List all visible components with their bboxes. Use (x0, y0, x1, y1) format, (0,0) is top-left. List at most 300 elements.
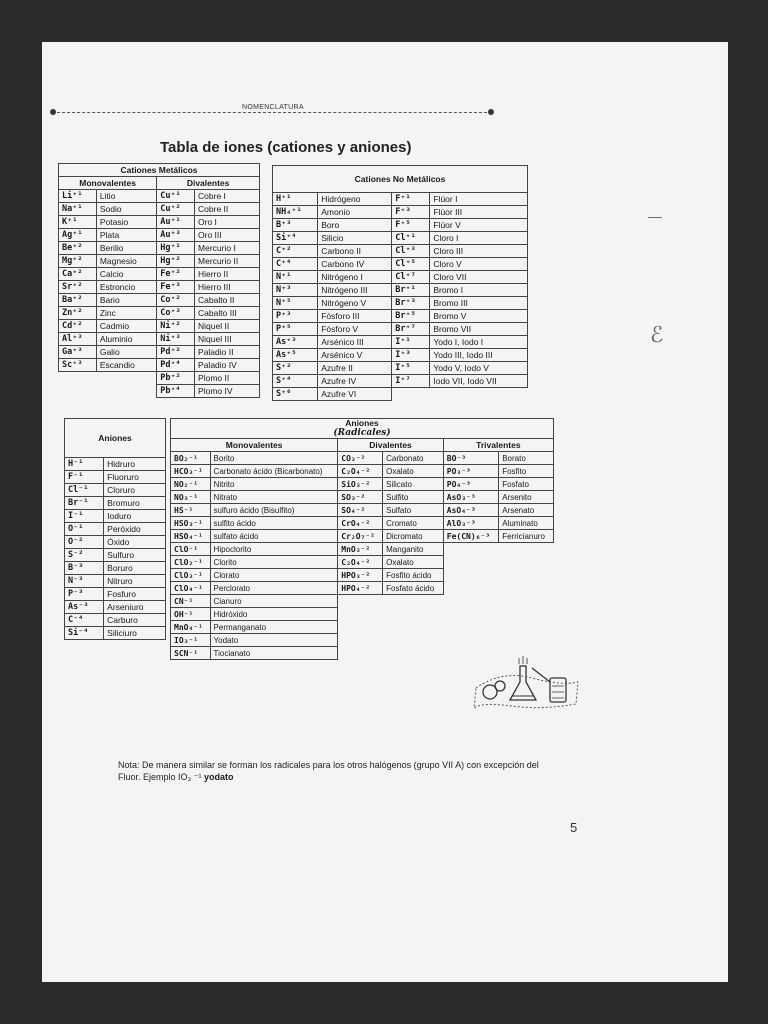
table-row (273, 206, 528, 219)
ion-name: Yodato (210, 634, 338, 647)
ion-name: Fosfato ácido (383, 582, 444, 595)
ion-name (383, 621, 444, 634)
table-row (65, 458, 166, 471)
ion-symbol: Au⁺¹ (157, 216, 195, 229)
ion-name: Fosfuro (104, 588, 166, 601)
ion-symbol: IO₃⁻¹ (171, 634, 211, 647)
ion-name: Yodo III, Iodo III (430, 349, 528, 362)
table-row (273, 297, 528, 310)
ion-symbol: Au⁺³ (157, 229, 195, 242)
table-row (65, 601, 166, 614)
ion-name: Ioduro (104, 510, 166, 523)
ion-symbol: Al⁺³ (59, 333, 97, 346)
ion-name: Boruro (104, 562, 166, 575)
ion-symbol: Br⁺⁵ (392, 310, 430, 323)
ion-name: Cloro I (430, 232, 528, 245)
ion-name: Peróxido (104, 523, 166, 536)
ion-symbol: S⁺⁶ (273, 388, 318, 401)
ion-symbol: NO₂⁻¹ (171, 478, 211, 491)
ion-name: Nitruro (104, 575, 166, 588)
ion-symbol: Cu⁺² (157, 203, 195, 216)
table-row (171, 608, 554, 621)
ion-symbol: Sc⁺³ (59, 359, 97, 372)
ion-name: Aluminio (96, 333, 156, 346)
ion-symbol: HPO₄⁻² (338, 582, 383, 595)
ion-name: Oxalato (383, 556, 444, 569)
ion-symbol: N⁺⁵ (273, 297, 318, 310)
ion-name: Potasio (96, 216, 156, 229)
ion-name: Yodo I, Iodo I (430, 336, 528, 349)
ion-name: Hidruro (104, 458, 166, 471)
ion-name: Nitrato (210, 491, 338, 504)
ion-symbol: Ba⁺² (59, 294, 97, 307)
footnote (118, 759, 558, 783)
ion-name: Fosfato (499, 478, 554, 491)
table-row (59, 203, 260, 216)
table-row (59, 307, 260, 320)
ion-name: Nitrito (210, 478, 338, 491)
ion-symbol: Fe⁺² (157, 268, 195, 281)
ion-symbol: SO₄⁻² (338, 504, 383, 517)
table-row (65, 627, 166, 640)
table-row (273, 310, 528, 323)
ion-symbol (338, 608, 383, 621)
ion-symbol: Na⁺¹ (59, 203, 97, 216)
table-row (65, 562, 166, 575)
ion-symbol: PO₄⁻³ (443, 478, 498, 491)
ion-name: Bromo V (430, 310, 528, 323)
ion-name: Fósforo III (318, 310, 392, 323)
ion-name: Cloro VII (430, 271, 528, 284)
ion-symbol: PO₃⁻³ (443, 465, 498, 478)
table-row (59, 281, 260, 294)
table-title: Cationes Metálicos (59, 164, 260, 177)
ion-symbol: N⁻³ (65, 575, 104, 588)
ion-symbol: I⁺¹ (392, 336, 430, 349)
ion-symbol: F⁺¹ (392, 193, 430, 206)
ion-symbol: HSO₃⁻¹ (171, 517, 211, 530)
table-title (171, 419, 554, 439)
ion-symbol: Fe⁺³ (157, 281, 195, 294)
ion-symbol: Ga⁺³ (59, 346, 97, 359)
table-cationes-metalicos (58, 163, 260, 398)
ion-symbol: As⁺³ (273, 336, 318, 349)
table-subtitle-handwritten: (Radicales) (333, 428, 391, 438)
ion-name: Cromato (383, 517, 444, 530)
ion-name: Hierro II (195, 268, 260, 281)
ion-name: Oro I (195, 216, 260, 229)
ion-name: Paladio II (195, 346, 260, 359)
ion-symbol: SO₃⁻² (338, 491, 383, 504)
table-row (171, 452, 554, 465)
footnote-bold: yodato (203, 772, 234, 782)
ion-symbol: BO₂⁻¹ (171, 452, 211, 465)
ion-name (96, 385, 156, 398)
ion-name: Hidróxido (210, 608, 338, 621)
ion-name: Flúor I (430, 193, 528, 206)
ion-name (383, 634, 444, 647)
ion-symbol: P⁻³ (65, 588, 104, 601)
table-row (59, 346, 260, 359)
table-row (273, 258, 528, 271)
ion-symbol (59, 372, 97, 385)
table-row (171, 543, 554, 556)
table-row (65, 484, 166, 497)
table-row (273, 375, 528, 388)
header-divider (52, 112, 492, 113)
ion-symbol: Sr⁺² (59, 281, 97, 294)
ion-symbol: Ca⁺² (59, 268, 97, 281)
ion-symbol: SiO₃⁻² (338, 478, 383, 491)
table-title-text: Aniones (345, 418, 379, 428)
ion-name (499, 582, 554, 595)
ion-symbol: Br⁺³ (392, 297, 430, 310)
ion-symbol (338, 595, 383, 608)
ion-symbol: Be⁺² (59, 242, 97, 255)
ion-name: Sulfito (383, 491, 444, 504)
ion-name: Plata (96, 229, 156, 242)
table-row (171, 504, 554, 517)
ion-name: Borato (499, 452, 554, 465)
ion-name: Permanganato (210, 621, 338, 634)
ion-name (499, 543, 554, 556)
ion-name: Perclorato (210, 582, 338, 595)
ion-symbol: Br⁺¹ (392, 284, 430, 297)
ion-name (499, 621, 554, 634)
ion-symbol: C⁺² (273, 245, 318, 258)
table-row (273, 284, 528, 297)
ion-symbol: I⁺³ (392, 349, 430, 362)
ion-symbol: Br⁺⁷ (392, 323, 430, 336)
ion-name: Sodio (96, 203, 156, 216)
ion-name: Arsenito (499, 491, 554, 504)
ion-name: Bromo VII (430, 323, 528, 336)
ion-symbol: Ag⁺¹ (59, 229, 97, 242)
ion-symbol: S⁻² (65, 549, 104, 562)
table-row (273, 232, 528, 245)
ion-symbol (443, 608, 498, 621)
table-row (65, 471, 166, 484)
ion-symbol: Co⁺³ (157, 307, 195, 320)
table-row (65, 588, 166, 601)
ion-symbol: Br⁻¹ (65, 497, 104, 510)
ion-name: Carbono IV (318, 258, 392, 271)
ion-name: Oxalato (383, 465, 444, 478)
ion-symbol: Hg⁺² (157, 255, 195, 268)
ion-name: Carbono II (318, 245, 392, 258)
table-row (65, 536, 166, 549)
table-row (59, 268, 260, 281)
ion-name: Fósforo V (318, 323, 392, 336)
footnote-prefix: Nota: (118, 760, 140, 770)
ion-name: Nitrógeno III (318, 284, 392, 297)
table-row (59, 385, 260, 398)
table-row (273, 323, 528, 336)
ion-symbol: Hg⁺¹ (157, 242, 195, 255)
table-row (59, 294, 260, 307)
ion-symbol: CO₃⁻² (338, 452, 383, 465)
ion-symbol: Ni⁺³ (157, 333, 195, 346)
ion-name: Dicromato (383, 530, 444, 543)
ion-name: Carbonato ácido (Bicarbonato) (210, 465, 338, 478)
ion-name (383, 647, 444, 660)
ion-name (499, 595, 554, 608)
ion-symbol (443, 569, 498, 582)
ion-name: Azufre VI (318, 388, 392, 401)
ion-name: Arsenato (499, 504, 554, 517)
header-divider-dot-left (50, 109, 56, 115)
table-row (273, 336, 528, 349)
table-row (273, 193, 528, 206)
ion-name: Bromo III (430, 297, 528, 310)
ion-name: Flúor V (430, 219, 528, 232)
ion-symbol: Fe(CN)₆⁻³ (443, 530, 498, 543)
ion-symbol: HSO₄⁻¹ (171, 530, 211, 543)
table-row (273, 349, 528, 362)
table-row (59, 216, 260, 229)
table-row (171, 634, 554, 647)
ion-name: Estroncio (96, 281, 156, 294)
column-header-monovalentes: Monovalentes (59, 177, 157, 190)
ion-name: Plomo IV (195, 385, 260, 398)
table-row (171, 595, 554, 608)
table-row (273, 271, 528, 284)
ion-name: Magnesio (96, 255, 156, 268)
table-row (273, 219, 528, 232)
ion-name: Cabalto II (195, 294, 260, 307)
ion-name: Zinc (96, 307, 156, 320)
ion-symbol: C⁺⁴ (273, 258, 318, 271)
ion-symbol: ClO₄⁻¹ (171, 582, 211, 595)
ion-name: Oro III (195, 229, 260, 242)
ion-name: Cadmio (96, 320, 156, 333)
ion-symbol: Mg⁺² (59, 255, 97, 268)
table-row (171, 556, 554, 569)
ion-symbol: ClO₃⁻¹ (171, 569, 211, 582)
ion-symbol: C₂O₄⁻² (338, 465, 383, 478)
ion-symbol: Si⁻⁴ (65, 627, 104, 640)
ion-name: Bario (96, 294, 156, 307)
ion-symbol: OH⁻¹ (171, 608, 211, 621)
ion-name: Silicio (318, 232, 392, 245)
ion-name: Iodo VII, Iodo VII (430, 375, 528, 388)
ion-name: Hipoclorito (210, 543, 338, 556)
ion-symbol: HCO₃⁻¹ (171, 465, 211, 478)
ion-name: Cloruro (104, 484, 166, 497)
ion-name: Mercurio I (195, 242, 260, 255)
table-title: Aniones (65, 419, 166, 458)
ion-name: Arsénico III (318, 336, 392, 349)
table-row (273, 245, 528, 258)
ion-symbol: C₂O₄⁻² (338, 556, 383, 569)
ion-symbol: S⁺² (273, 362, 318, 375)
ion-symbol: HS⁻¹ (171, 504, 211, 517)
ion-name: Arsénico V (318, 349, 392, 362)
table-cationes-no-metalicos (272, 165, 528, 401)
ion-name: Boro (318, 219, 392, 232)
ion-symbol (392, 388, 430, 401)
ion-name: Siliciuro (104, 627, 166, 640)
ion-symbol: As⁺⁵ (273, 349, 318, 362)
ion-name: Cobre I (195, 190, 260, 203)
ion-symbol: Zn⁺² (59, 307, 97, 320)
ion-name (499, 569, 554, 582)
ion-symbol: Pb⁺⁴ (157, 385, 195, 398)
ion-name: Sulfuro (104, 549, 166, 562)
ion-name (383, 595, 444, 608)
ion-name: Berilio (96, 242, 156, 255)
ion-symbol: K⁺¹ (59, 216, 97, 229)
ion-symbol: N⁺³ (273, 284, 318, 297)
ion-symbol: NO₃⁻¹ (171, 491, 211, 504)
ion-symbol: P⁺³ (273, 310, 318, 323)
ion-name: Paladio IV (195, 359, 260, 372)
ion-name: Mercurio II (195, 255, 260, 268)
ion-symbol: S⁺⁴ (273, 375, 318, 388)
column-header-trivalentes: Trivalentes (443, 439, 553, 452)
ion-name: sulfuro ácido (Bisulfito) (210, 504, 338, 517)
table-row (59, 372, 260, 385)
table-row (59, 320, 260, 333)
table-row (65, 549, 166, 562)
ion-name: sulfato ácido (210, 530, 338, 543)
table-row (171, 478, 554, 491)
ion-symbol: Cl⁻¹ (65, 484, 104, 497)
ion-symbol: Pd⁺² (157, 346, 195, 359)
ion-name: Fosfito (499, 465, 554, 478)
ion-symbol (443, 634, 498, 647)
ion-name: Fosfito ácido (383, 569, 444, 582)
ion-symbol: Cl⁺⁷ (392, 271, 430, 284)
ion-name: Galio (96, 346, 156, 359)
table-row (171, 569, 554, 582)
ion-name: sulfito ácido (210, 517, 338, 530)
ion-name: Plomo II (195, 372, 260, 385)
ion-name: Manganito (383, 543, 444, 556)
ion-name: Hidrógeno (318, 193, 392, 206)
ion-name: Azufre II (318, 362, 392, 375)
ion-symbol: P⁺⁵ (273, 323, 318, 336)
table-row (59, 242, 260, 255)
ion-name: Óxido (104, 536, 166, 549)
lab-glassware-illustration (472, 652, 582, 712)
running-header: NOMENCLATURA (242, 104, 304, 111)
ion-symbol: Ni⁺² (157, 320, 195, 333)
column-header-divalentes: Divalentes (338, 439, 443, 452)
table-row (171, 582, 554, 595)
ion-symbol: F⁺⁵ (392, 219, 430, 232)
table-row (65, 614, 166, 627)
ion-name: Fluoruro (104, 471, 166, 484)
table-row (59, 255, 260, 268)
ion-symbol (338, 647, 383, 660)
ion-name: Flúor III (430, 206, 528, 219)
table-row (171, 491, 554, 504)
ion-name (430, 388, 528, 401)
header-divider-dot-right (488, 109, 494, 115)
table-row (171, 530, 554, 543)
table-row (59, 229, 260, 242)
ion-symbol: Si⁺⁴ (273, 232, 318, 245)
ion-symbol: Cd⁺² (59, 320, 97, 333)
ion-name: Amonio (318, 206, 392, 219)
ion-name: Hierro III (195, 281, 260, 294)
ion-symbol: C⁻⁴ (65, 614, 104, 627)
ion-name: Carburo (104, 614, 166, 627)
ion-symbol: H⁺¹ (273, 193, 318, 206)
ion-symbol: ClO⁻¹ (171, 543, 211, 556)
ion-name: Azufre IV (318, 375, 392, 388)
ion-symbol: Cl⁺³ (392, 245, 430, 258)
ion-symbol: Li⁺¹ (59, 190, 97, 203)
ion-symbol: ClO₂⁻¹ (171, 556, 211, 569)
ion-name: Arseniuro (104, 601, 166, 614)
table-row (59, 333, 260, 346)
ion-symbol: B⁻³ (65, 562, 104, 575)
table-row (65, 575, 166, 588)
table-row (65, 497, 166, 510)
ion-symbol (443, 543, 498, 556)
margin-scribble: — (648, 208, 662, 224)
ion-symbol: H⁻¹ (65, 458, 104, 471)
ion-name: Calcio (96, 268, 156, 281)
ion-symbol: I⁺⁷ (392, 375, 430, 388)
ion-symbol: MnO₄⁻¹ (171, 621, 211, 634)
ion-name: Bromuro (104, 497, 166, 510)
ion-symbol: I⁻¹ (65, 510, 104, 523)
table-row (59, 190, 260, 203)
ion-name: Cabalto III (195, 307, 260, 320)
ion-name: Borito (210, 452, 338, 465)
ion-name (96, 372, 156, 385)
table-row (171, 465, 554, 478)
page-title: Tabla de iones (cationes y aniones) (160, 139, 412, 156)
ion-symbol: Cr₂O₇⁻² (338, 530, 383, 543)
ion-name: Niquel III (195, 333, 260, 346)
ion-name: Tiocianato (210, 647, 338, 660)
table-row (65, 510, 166, 523)
ion-symbol: AsO₄⁻³ (443, 504, 498, 517)
ion-name (499, 634, 554, 647)
ion-symbol: CN⁻¹ (171, 595, 211, 608)
ion-symbol (443, 621, 498, 634)
ion-symbol: MnO₃⁻² (338, 543, 383, 556)
table-row (65, 523, 166, 536)
ion-symbol: Cl⁺⁵ (392, 258, 430, 271)
table-row (273, 388, 528, 401)
table-row (171, 517, 554, 530)
ion-symbol (338, 621, 383, 634)
ion-symbol: O⁻¹ (65, 523, 104, 536)
ion-name: Cloro III (430, 245, 528, 258)
ion-symbol: BO⁻³ (443, 452, 498, 465)
table-row (59, 359, 260, 372)
ion-name: Sulfato (383, 504, 444, 517)
ion-symbol: As⁻³ (65, 601, 104, 614)
ion-symbol: Pd⁺⁴ (157, 359, 195, 372)
table-title: Cationes No Metálicos (273, 166, 528, 193)
ion-symbol (443, 556, 498, 569)
ion-name (499, 608, 554, 621)
ion-name: Clorito (210, 556, 338, 569)
table-aniones (64, 418, 166, 640)
ion-name: Bromo I (430, 284, 528, 297)
ion-name: Silicato (383, 478, 444, 491)
table-row (273, 362, 528, 375)
ion-symbol: Co⁺² (157, 294, 195, 307)
ion-symbol: Pb⁺² (157, 372, 195, 385)
ion-name: Clorato (210, 569, 338, 582)
